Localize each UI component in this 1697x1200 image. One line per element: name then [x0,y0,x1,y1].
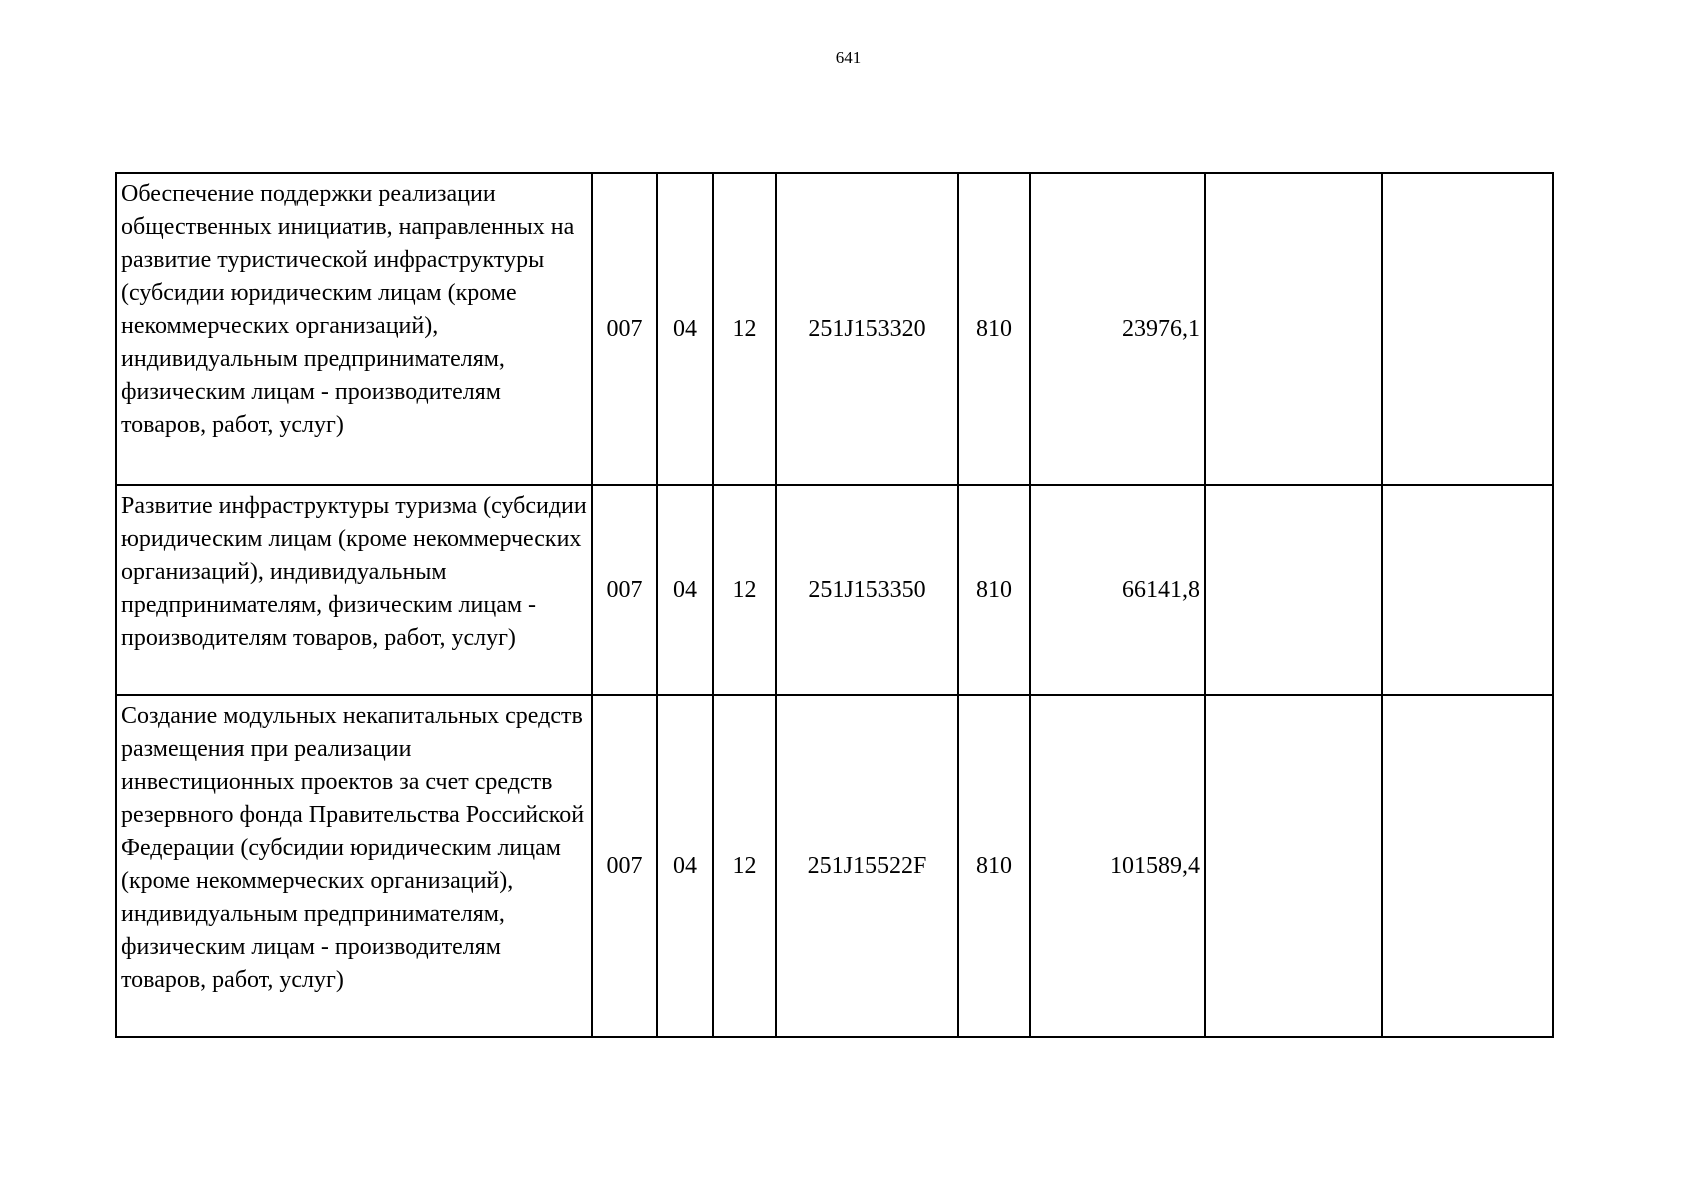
section-code: 04 [657,695,713,1037]
expense-type-code: 810 [958,485,1030,695]
page-number: 641 [835,48,862,67]
amount-cell-3 [1382,173,1553,485]
subsection-code: 12 [713,485,776,695]
target-article-code: 251J153320 [776,173,958,485]
ministry-code: 007 [592,695,657,1037]
subsection-code: 12 [713,173,776,485]
amount-cell: 23976,1 [1030,173,1205,485]
ministry-code: 007 [592,485,657,695]
expense-type-code: 810 [958,173,1030,485]
table-row [116,485,1553,695]
subsection-code: 12 [713,695,776,1037]
amount-cell-3 [1382,485,1553,695]
amount-cell-2 [1205,485,1382,695]
target-article-code: 251J15522F [776,695,958,1037]
table-row [116,173,1553,485]
table-row [116,695,1553,1037]
target-article-code: 251J153350 [776,485,958,695]
expense-type-code: 810 [958,695,1030,1037]
amount-cell: 66141,8 [1030,485,1205,695]
amount-cell-2 [1205,173,1382,485]
amount-cell-3 [1382,695,1553,1037]
budget-table [115,172,1554,1038]
amount-cell: 101589,4 [1030,695,1205,1037]
ministry-code: 007 [592,173,657,485]
section-code: 04 [657,173,713,485]
row-description: Создание модульных некапитальных средств размещения при реализации инвестиционных проектов за счет средств резервного фонда Правительства Российской Федерации (субсидии юридическим лицам (кроме некоммерческих организаций), индивидуальным предпринимателям, физическим лицам - производителям товаров, работ, услуг) [116,695,592,1037]
amount-cell-2 [1205,695,1382,1037]
section-code: 04 [657,485,713,695]
row-description: Обеспечение поддержки реализации общественных инициатив, направленных на развитие туристической инфраструктуры (субсидии юридическим лицам (кроме некоммерческих организаций), индивидуальным предпринимателям, физическим лицам - производителям товаров, работ, услуг) [116,173,592,485]
row-description: Развитие инфраструктуры туризма (субсидии юридическим лицам (кроме некоммерческих организаций), индивидуальным предпринимателям, физическим лицам - производителям товаров, работ, услуг) [116,485,592,695]
